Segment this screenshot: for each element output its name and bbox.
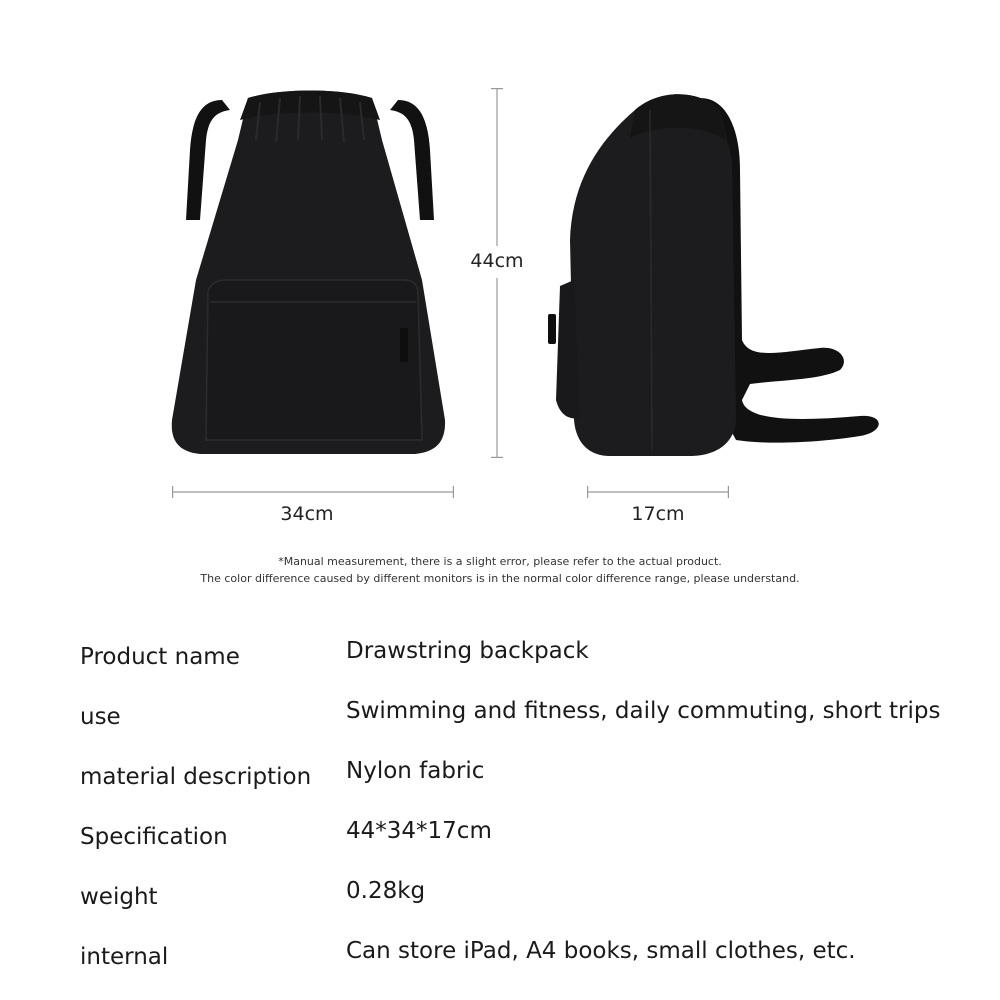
spec-label-internal: internal — [80, 944, 169, 970]
width-dimension-label: 34cm — [280, 503, 334, 525]
width-measure-line — [172, 482, 454, 502]
backpack-front-image — [160, 80, 460, 465]
spec-value-weight: 0.28kg — [346, 878, 426, 904]
spec-value-material: Nylon fabric — [346, 758, 485, 784]
spec-label-weight: weight — [80, 884, 158, 910]
spec-value-specification: 44*34*17cm — [346, 818, 492, 844]
depth-dimension-label: 17cm — [631, 503, 685, 525]
color-note: The color difference caused by different monitors is in the normal color difference range, please understand. — [200, 572, 800, 585]
spec-label-use: use — [80, 704, 121, 730]
spec-value-internal: Can store iPad, A4 books, small clothes, etc. — [346, 938, 856, 964]
spec-label-material: material description — [80, 764, 312, 790]
height-dimension-label: 44cm — [470, 250, 524, 272]
spec-value-use: Swimming and fitness, daily commuting, short trips — [346, 698, 941, 724]
backpack-side-image — [540, 80, 885, 465]
spec-label-specification: Specification — [80, 824, 228, 850]
depth-measure-line — [587, 482, 729, 502]
spec-value-product-name: Drawstring backpack — [346, 638, 589, 664]
spec-label-product-name: Product name — [80, 644, 240, 670]
measurement-note: *Manual measurement, there is a slight error, please refer to the actual product. — [278, 555, 722, 568]
